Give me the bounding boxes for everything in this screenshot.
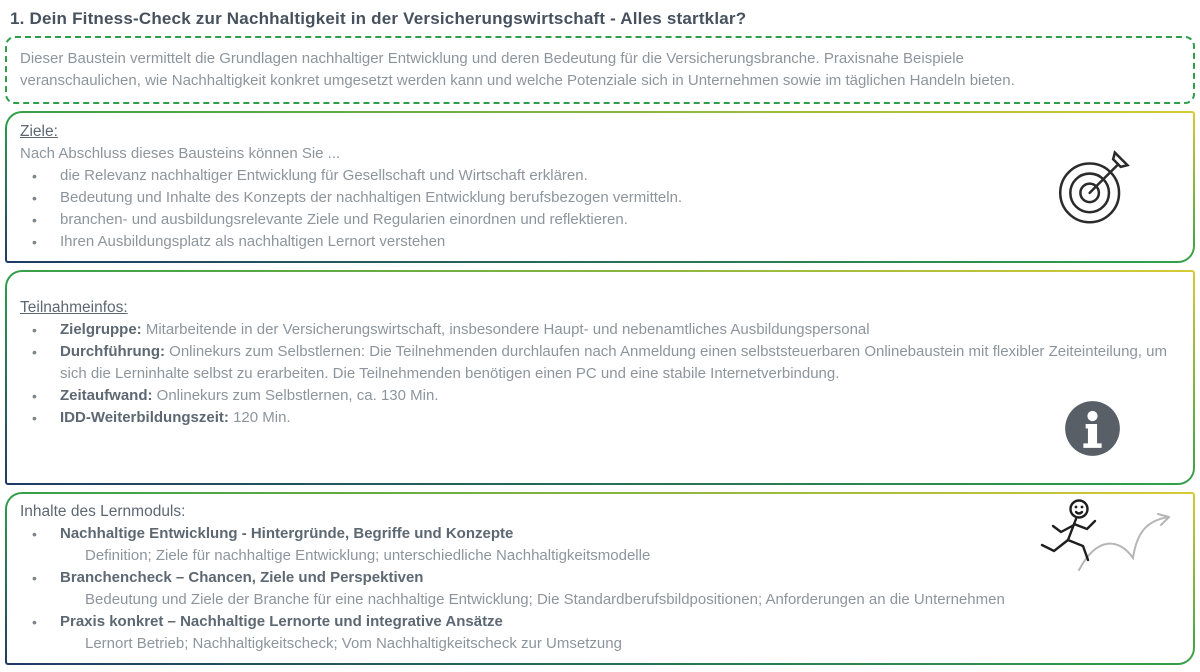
bullet-text: branchen- und ausbildungsrelevante Ziele und Regularien einordnen und reflektieren. [60, 211, 628, 228]
item-label: Zeitaufwand: [60, 387, 153, 404]
intro-text-line: veranschaulichen, wie Nachhaltigkeit konkret umgesetzt werden kann und welche Potenziale sich in Unternehmen sowie im täglichen Handeln bieten. [20, 72, 1015, 89]
bullet-text [60, 385, 1173, 407]
bullet-marker: • [32, 190, 37, 206]
module-item [60, 611, 1023, 655]
bullet-marker: • [32, 614, 37, 630]
item-label: Zielgruppe: [60, 321, 142, 338]
list-item [20, 165, 1043, 187]
bullet-marker: • [32, 388, 37, 404]
bullet-marker: • [32, 322, 37, 338]
list-item [20, 407, 1173, 429]
item-label: Durchführung: [60, 343, 165, 360]
module-item [60, 567, 1023, 611]
bullet-text: Ihren Ausbildungsplatz als nachhaltigen Lernort verstehen [60, 233, 446, 250]
list-item [20, 209, 1043, 231]
item-value: Onlinekurs zum Selbstlernen: Die Teilnehmenden durchlaufen nach Anmeldung einen selbststeuerbaren Onlinebaustein mit flexibler Zeiteinteilung, um sich die Lerninhalte selbst zu erarbeiten. Die Teilnehmenden benötigen einen PC und eine stabile Internetverbindung. [60, 343, 1167, 382]
item-value: Onlinekurs zum Selbstlernen, ca. 130 Min. [156, 387, 439, 404]
intro-text-line: Dieser Baustein vermittelt die Grundlagen nachhaltiger Entwicklung und deren Bedeutung für die Versicherungsbranche. Praxisnahe Beispiele [20, 50, 964, 67]
ziele-heading: Ziele: [20, 123, 58, 140]
list-item [20, 523, 1023, 567]
item-value: 120 Min. [233, 409, 291, 426]
item-label: IDD-Weiterbildungszeit: [60, 409, 229, 426]
inhalte-box [5, 492, 1195, 665]
list-item [20, 385, 1173, 407]
item-value: Mitarbeitende in der Versicherungswirtschaft, insbesondere Haupt- und nebenamtliches Ausbildungspersonal [145, 321, 870, 338]
bullet-text: Bedeutung und Inhalte des Konzepts der nachhaltigen Entwicklung berufsbezogen vermitteln. [60, 189, 683, 206]
ziele-lead: Nach Abschluss dieses Bausteins können Sie ... [20, 145, 341, 162]
bullet-marker: • [32, 344, 37, 360]
target-icon [1051, 145, 1135, 229]
teilnahme-heading: Teilnahmeinfos: [20, 299, 128, 316]
teilnahmeinfos-box [5, 270, 1195, 485]
list-item [20, 231, 1043, 253]
info-icon [1064, 400, 1121, 457]
bullet-marker: • [32, 212, 37, 228]
module-item-desc: Definition; Ziele für nachhaltige Entwicklung; unterschiedliche Nachhaltigkeitsmodelle [85, 547, 651, 564]
bullet-marker: • [32, 410, 37, 426]
list-item [20, 341, 1173, 385]
module-item-desc: Lernort Betrieb; Nachhaltigkeitscheck; Vom Nachhaltigkeitscheck zur Umsetzung [85, 635, 622, 652]
module-item-desc: Bedeutung und Ziele der Branche für eine nachhaltige Entwicklung; Die Standardberufsbildpositionen; Anforderungen an die Unternehmen [85, 591, 1005, 608]
list-item [20, 567, 1023, 611]
bullet-text [60, 319, 1173, 341]
module-item-title: Praxis konkret – Nachhaltige Lernorte und integrative Ansätze [60, 613, 503, 630]
bullet-text [60, 407, 1173, 429]
bullet-marker: • [32, 526, 37, 542]
bullet-marker: • [32, 234, 37, 250]
module-item [60, 523, 1023, 567]
inhalte-heading: Inhalte des Lernmoduls: [20, 503, 186, 520]
bullet-text [60, 341, 1173, 385]
page-title: 1. Dein Fitness-Check zur Nachhaltigkeit in der Versicherungswirtschaft - Alles startklar? [10, 9, 747, 28]
intro-box [5, 36, 1195, 104]
list-item [20, 611, 1023, 655]
module-item-title: Branchencheck – Chancen, Ziele und Perspektiven [60, 569, 424, 586]
ziele-box [5, 111, 1195, 263]
module-item-title: Nachhaltige Entwicklung - Hintergründe, Begriffe und Konzepte [60, 525, 514, 542]
bullet-text: die Relevanz nachhaltiger Entwicklung für Gesellschaft und Wirtschaft erklären. [60, 167, 588, 184]
bullet-marker: • [32, 168, 37, 184]
list-item [20, 187, 1043, 209]
runner-icon [1027, 496, 1179, 572]
list-item [20, 319, 1173, 341]
bullet-marker: • [32, 570, 37, 586]
